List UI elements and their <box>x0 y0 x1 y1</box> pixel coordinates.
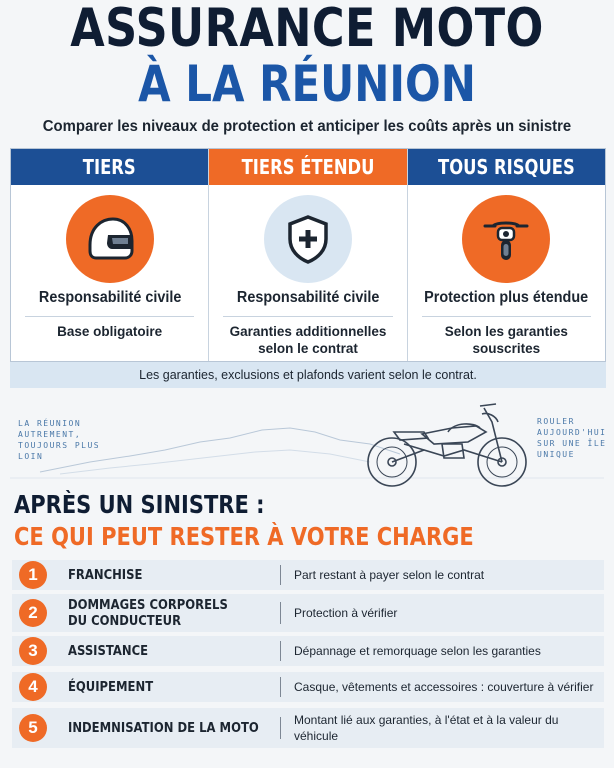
divider <box>280 641 281 661</box>
row-number: 5 <box>19 714 47 742</box>
coverage-note: Les garanties, exclusions et plafonds varient selon le contrat. <box>10 362 606 388</box>
divider <box>422 316 591 317</box>
slogan-left: LA RÉUNION AUTREMENT, TOUJOURS PLUS LOIN <box>18 419 101 461</box>
coverage-detail: Selon les garanties souscrites <box>444 324 568 356</box>
row-description: Protection à vérifier <box>294 606 398 620</box>
row-label: INDEMNISATION DE LA MOTO <box>68 720 259 736</box>
coverage-heading: TOUS RISQUES <box>408 149 605 185</box>
row-label: DOMMAGES CORPORELS DU CONDUCTEUR <box>68 597 228 629</box>
row-number: 2 <box>19 599 47 627</box>
row-number: 3 <box>19 637 47 665</box>
claims-heading: APRÈS UN SINISTRE : <box>14 490 265 519</box>
row-number: 4 <box>19 673 47 701</box>
coverage-title: Protection plus étendue <box>424 289 589 306</box>
motorcycle-icon <box>462 195 550 283</box>
row-label: FRANCHISE <box>68 567 143 583</box>
divider <box>25 316 194 317</box>
coverage-heading: TIERS ÉTENDU <box>209 149 406 185</box>
page-title: ASSURANCE MOTO <box>70 0 544 59</box>
row-description: Dépannage et remorquage selon les garanties <box>294 644 541 658</box>
coverage-title: Responsabilité civile <box>236 289 380 306</box>
row-number: 1 <box>19 561 47 589</box>
coverage-column-tiers <box>11 149 209 361</box>
shield-plus-icon <box>264 195 352 283</box>
row-description: Part restant à payer selon le contrat <box>294 568 485 582</box>
coverage-detail: Base obligatoire <box>57 324 163 339</box>
row-description: Casque, vêtements et accessoires : couverture à vérifier <box>294 680 594 694</box>
coverage-title: Responsabilité civile <box>38 289 181 306</box>
helmet-icon <box>66 195 154 283</box>
divider <box>280 565 281 585</box>
row-description: Montant lié aux garanties, à l'état et à la valeur du véhicule <box>294 713 559 743</box>
coverage-comparison <box>10 148 606 362</box>
divider <box>280 717 281 739</box>
claims-row <box>12 594 604 632</box>
coverage-column-tous-risques <box>408 149 605 361</box>
claims-row <box>12 708 604 748</box>
claims-row <box>12 560 604 590</box>
page-title-location: À LA RÉUNION <box>138 55 476 113</box>
claims-row <box>12 672 604 702</box>
divider <box>280 602 281 624</box>
coverage-detail: Garanties additionnelles selon le contrat <box>229 324 387 356</box>
page-subtitle: Comparer les niveaux de protection et anticiper les coûts après un sinistre <box>42 118 572 135</box>
slogan-right: ROULER AUJOURD'HUI SUR UNE ÎLE UNIQUE <box>537 417 607 459</box>
claims-row <box>12 636 604 666</box>
motorcycle-illustration <box>364 392 534 492</box>
row-label: ÉQUIPEMENT <box>68 679 154 695</box>
divider <box>223 316 392 317</box>
coverage-column-tiers-etendu <box>209 149 407 361</box>
motorcycle-scene <box>0 392 614 496</box>
coverage-heading: TIERS <box>11 149 208 185</box>
divider <box>280 677 281 697</box>
claims-subheading: CE QUI PEUT RESTER À VOTRE CHARGE <box>14 522 474 551</box>
row-label: ASSISTANCE <box>68 643 149 659</box>
